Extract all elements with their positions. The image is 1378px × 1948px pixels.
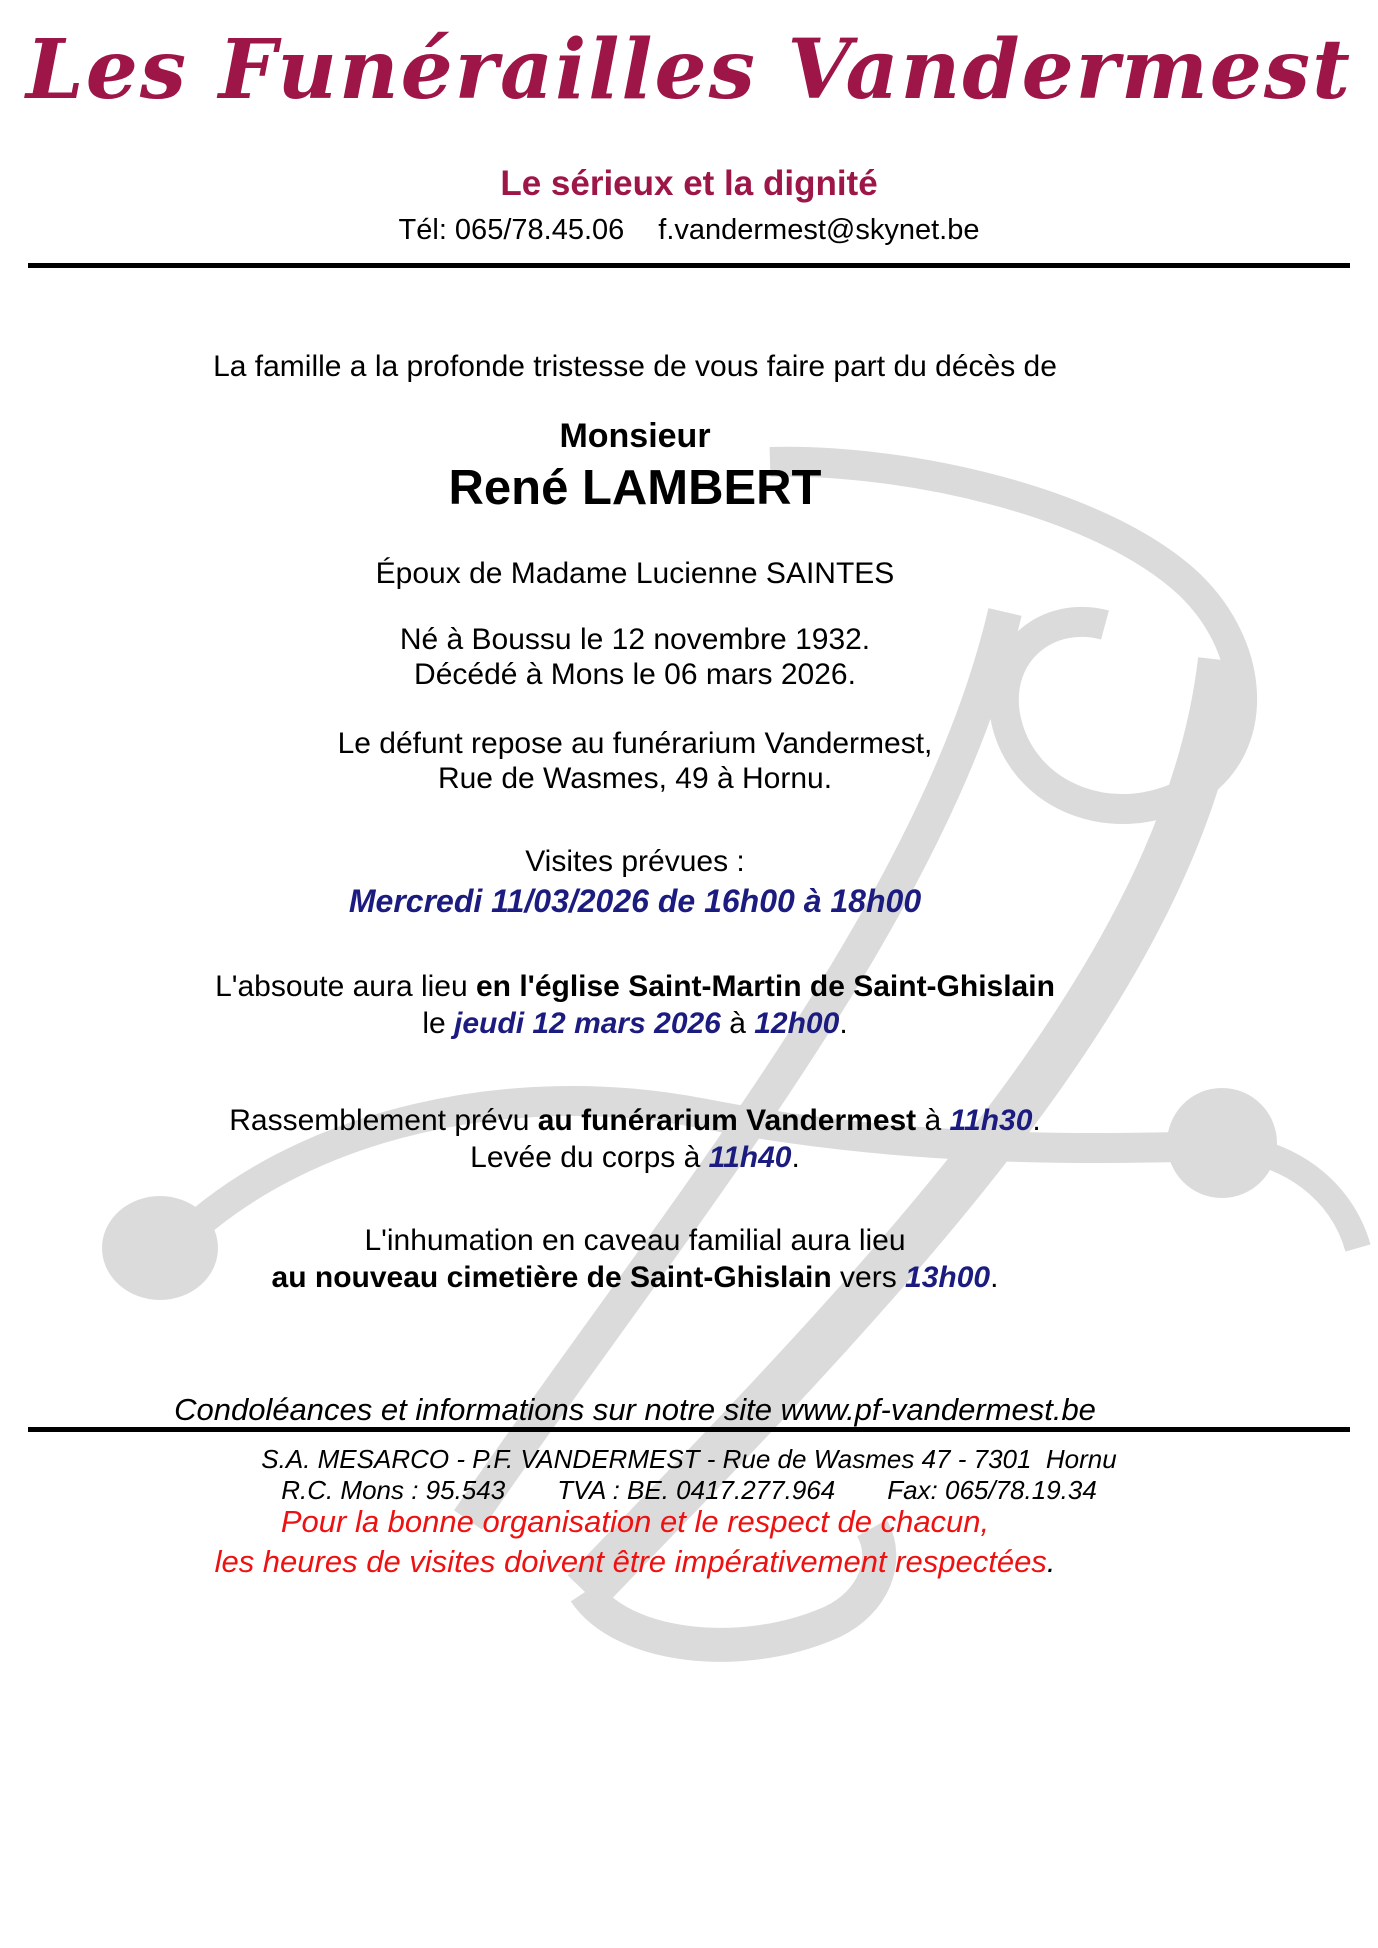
gathering-at: à [916, 1104, 950, 1137]
visits-label: Visites prévues : [525, 845, 745, 878]
contact-line [0, 214, 1378, 247]
footer-address-line: S.A. MESARCO - P.F. VANDERMEST - Rue de Wasmes 47 - 7301 Hornu [261, 1444, 1117, 1474]
condolences-line: Condoléances et informations sur notre site www.pf-vandermest.be [174, 1392, 1096, 1427]
burial-place: au nouveau cimetière de Saint-Ghislain [271, 1261, 832, 1294]
footer-divider [28, 1427, 1350, 1432]
gathering-line1 [42, 1102, 1228, 1139]
honorific: Monsieur [559, 417, 711, 455]
levee-period: . [791, 1141, 800, 1174]
repose-paragraph [42, 726, 1228, 796]
company-tagline: Le sérieux et la dignité [500, 164, 878, 203]
footer-tva: TVA : BE. 0417.277.964 [557, 1475, 836, 1505]
spouse-line: Époux de Madame Lucienne SAINTES [375, 557, 895, 590]
announcement-body [0, 268, 1378, 1582]
absoute-line1 [42, 968, 1228, 1005]
letterhead [0, 10, 1378, 268]
gathering-period: . [1032, 1104, 1041, 1137]
burial-vers: vers [831, 1261, 906, 1294]
footer-rc: R.C. Mons : 95.543 [281, 1475, 506, 1505]
gathering-place: au funérarium Vandermest [537, 1104, 917, 1137]
gathering-lead: Rassemblement prévu [229, 1104, 538, 1137]
gathering-paragraph [42, 1102, 1228, 1176]
levee-lead: Levée du corps à [470, 1141, 709, 1174]
burial-period: . [990, 1261, 999, 1294]
absoute-time: 12h00 [754, 1007, 840, 1040]
company-title: Les Funérailles Vandermest [26, 22, 1352, 118]
notice-line2-text: les heures de visites doivent être impérativement respectées [214, 1544, 1047, 1579]
burial-line2 [42, 1259, 1228, 1296]
repose-line2: Rue de Wasmes, 49 à Hornu. [437, 762, 833, 795]
absoute-line2 [42, 1005, 1228, 1042]
absoute-at: à [720, 1007, 755, 1040]
levee-time: 11h40 [708, 1141, 792, 1174]
email-address: f.vandermest@skynet.be [658, 214, 980, 246]
absoute-date: jeudi 12 mars 2026 [454, 1007, 721, 1040]
gathering-time: 11h30 [949, 1104, 1033, 1137]
burial-time: 13h00 [905, 1261, 991, 1294]
notice-line1: Pour la bonne organisation et le respect de chacun, [280, 1504, 990, 1539]
repose-line1: Le défunt repose au funérarium Vandermest, [337, 727, 933, 760]
burial-line1: L'inhumation en caveau familial aura lieu [364, 1224, 906, 1257]
burial-paragraph [42, 1222, 1228, 1296]
absoute-church: en l'église Saint-Martin de Saint-Ghislain [476, 970, 1055, 1003]
visits-schedule: Mercredi 11/03/2026 de 16h00 à 18h00 [348, 883, 922, 919]
absoute-period: . [839, 1007, 848, 1040]
footer-fax: Fax: 065/78.19.34 [887, 1475, 1097, 1505]
intro-line: La famille a la profonde tristesse de vous faire part du décès de [213, 350, 1057, 383]
gathering-line2 [42, 1139, 1228, 1176]
deceased-name: René LAMBERT [448, 461, 822, 515]
phone-number: Tél: 065/78.45.06 [398, 214, 625, 246]
death-line: Décédé à Mons le 06 mars 2026. [414, 658, 856, 691]
absoute-paragraph [42, 968, 1228, 1042]
document-content [0, 10, 1378, 1582]
company-footer [0, 1427, 1378, 1582]
absoute-lead: L'absoute aura lieu [215, 970, 476, 1003]
footer-registration-line [0, 1475, 1378, 1506]
birth-line: Né à Boussu le 12 novembre 1932. [399, 623, 871, 656]
notice-line2-period: . [1046, 1544, 1056, 1579]
absoute-le: le [422, 1007, 455, 1040]
birth-death-paragraph [42, 622, 1228, 692]
